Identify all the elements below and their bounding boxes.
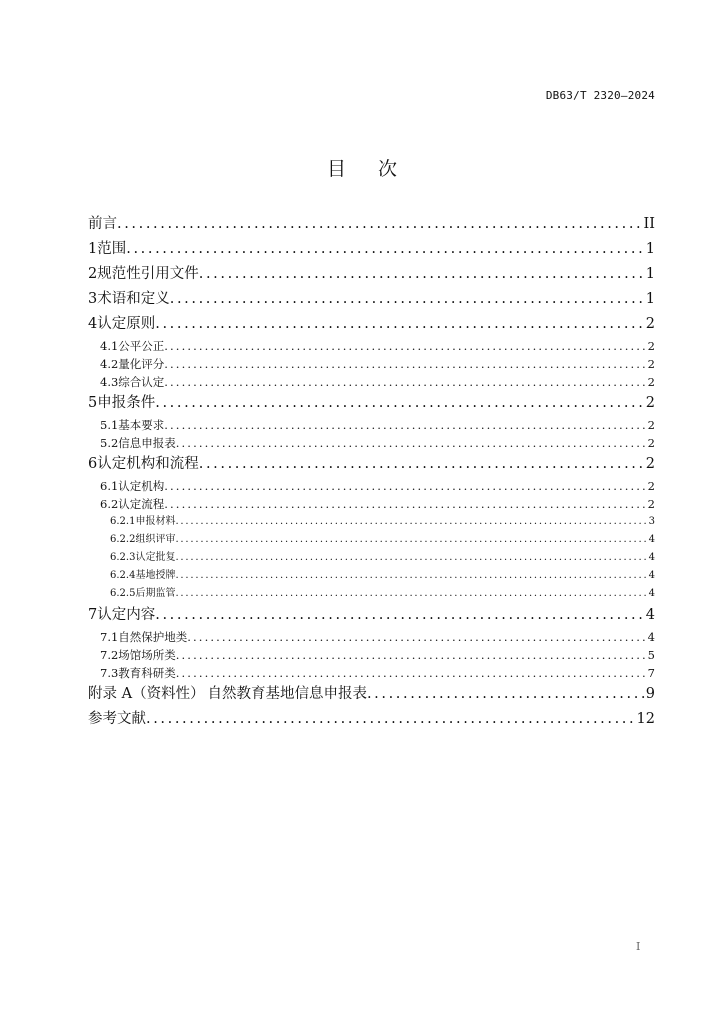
standard-code: DB63/T 2320—2024 xyxy=(545,89,655,102)
toc-entry-5-1[interactable] xyxy=(88,416,655,434)
toc-entry-6[interactable] xyxy=(88,452,655,477)
toc-entry-label: 认定批复 xyxy=(135,552,176,563)
toc-entry-page: 2 xyxy=(647,479,655,493)
dot-leader xyxy=(176,434,648,452)
toc-entry-number: 7.3 xyxy=(100,666,119,680)
toc-entry-label: 认定机构和流程 xyxy=(97,456,199,472)
toc-entry-number: 5.2 xyxy=(100,436,119,450)
toc-entry-page: 2 xyxy=(647,339,655,353)
table-of-contents xyxy=(88,212,655,732)
toc-entry-page: 4 xyxy=(648,552,655,563)
dot-leader xyxy=(164,477,647,495)
dot-leader xyxy=(155,603,646,628)
toc-entry-label: 前言 xyxy=(88,216,117,232)
toc-entry-number: 7.1 xyxy=(100,630,119,644)
toc-entry-page: 4 xyxy=(648,588,655,599)
toc-entry-7-1[interactable] xyxy=(88,628,655,646)
toc-entry-number: 6.2 xyxy=(100,497,119,511)
dot-leader xyxy=(199,262,646,287)
dot-leader xyxy=(176,664,648,682)
toc-entry-page: 2 xyxy=(645,456,655,472)
page-number: I xyxy=(636,940,641,953)
toc-entry-page: 1 xyxy=(645,266,655,282)
toc-entry-number: 6.1 xyxy=(100,479,119,493)
toc-entry-label: 自然保护地类 xyxy=(118,630,188,644)
toc-entry-label: 后期监管 xyxy=(135,588,176,599)
toc-entry-page: 1 xyxy=(645,291,655,307)
toc-entry-page: 2 xyxy=(647,375,655,389)
toc-entry-number: 6.2.4 xyxy=(110,570,136,581)
toc-entry-page: 4 xyxy=(645,607,655,623)
toc-entry-number: 2 xyxy=(88,266,98,282)
toc-entry-6-2-1[interactable] xyxy=(88,513,655,531)
toc-entry-label: 教育科研类 xyxy=(118,666,176,680)
dot-leader xyxy=(126,237,646,262)
dot-leader xyxy=(164,355,647,373)
toc-entry-6-2-5[interactable] xyxy=(88,585,655,603)
toc-entry-6-2[interactable] xyxy=(88,495,655,513)
dot-leader xyxy=(155,312,646,337)
toc-entry-page: 3 xyxy=(648,516,655,527)
toc-entry-page: 1 xyxy=(645,241,655,257)
toc-entry-6-2-2[interactable] xyxy=(88,531,655,549)
dot-leader xyxy=(164,373,647,391)
toc-entry-number: 6 xyxy=(88,456,98,472)
toc-entry-6-2-3[interactable] xyxy=(88,549,655,567)
toc-entry-number: 6.2.2 xyxy=(110,534,136,545)
toc-entry-page: 2 xyxy=(645,395,655,411)
toc-entry-label: 基地授牌 xyxy=(135,570,176,581)
toc-entry-label: 规范性引用文件 xyxy=(97,266,199,282)
dot-leader xyxy=(175,531,648,549)
toc-entry-label: 术语和定义 xyxy=(97,291,170,307)
toc-entry-label: 信息申报表 xyxy=(118,436,176,450)
toc-entry-number: 1 xyxy=(88,241,98,257)
toc-entry-number: 5 xyxy=(88,395,98,411)
dot-leader xyxy=(175,567,648,585)
toc-entry-label: 认定机构 xyxy=(118,479,165,493)
toc-heading xyxy=(0,154,724,181)
toc-heading-char-2: 次 xyxy=(378,158,398,180)
dot-leader xyxy=(367,682,646,707)
dot-leader xyxy=(164,495,647,513)
dot-leader xyxy=(164,337,647,355)
dot-leader xyxy=(146,707,637,732)
toc-entry-label: 量化评分 xyxy=(118,357,165,371)
toc-entry-7[interactable] xyxy=(88,603,655,628)
toc-entry-label: 认定流程 xyxy=(118,497,165,511)
toc-entry-page: 4 xyxy=(648,570,655,581)
toc-entry-references[interactable] xyxy=(88,707,655,732)
toc-entry-label: 申报材料 xyxy=(135,516,176,527)
toc-entry-4[interactable] xyxy=(88,312,655,337)
toc-entry-label: 综合认定 xyxy=(118,375,165,389)
toc-entry-number: 6.2.5 xyxy=(110,588,136,599)
toc-entry-5[interactable] xyxy=(88,391,655,416)
toc-entry-label: 参考文献 xyxy=(88,711,146,727)
toc-entry-6-2-4[interactable] xyxy=(88,567,655,585)
toc-entry-number: 3 xyxy=(88,291,98,307)
dot-leader xyxy=(155,391,646,416)
toc-entry-3[interactable] xyxy=(88,287,655,312)
toc-entry-label: 基本要求 xyxy=(118,418,165,432)
dot-leader xyxy=(199,452,646,477)
toc-entry-page: 2 xyxy=(647,357,655,371)
toc-entry-label: 公平公正 xyxy=(118,339,165,353)
toc-entry-number: 5.1 xyxy=(100,418,119,432)
toc-entry-number: 4 xyxy=(88,316,98,332)
toc-entry-2[interactable] xyxy=(88,262,655,287)
dot-leader xyxy=(175,549,648,567)
toc-entry-number: 4.3 xyxy=(100,375,119,389)
toc-entry-1[interactable] xyxy=(88,237,655,262)
toc-entry-label: 场馆场所类 xyxy=(118,648,176,662)
toc-entry-label: 组织评审 xyxy=(135,534,176,545)
toc-entry-4-3[interactable] xyxy=(88,373,655,391)
toc-entry-page: 2 xyxy=(647,418,655,432)
toc-entry-page: 2 xyxy=(647,436,655,450)
toc-entry-number: 4.2 xyxy=(100,357,119,371)
toc-entry-5-2[interactable] xyxy=(88,434,655,452)
dot-leader xyxy=(175,585,648,603)
dot-leader xyxy=(176,646,648,664)
toc-entry-label: 申报条件 xyxy=(97,395,156,411)
dot-leader xyxy=(187,628,647,646)
toc-entry-page: 9 xyxy=(645,686,655,702)
dot-leader xyxy=(170,287,646,312)
toc-entry-page: 7 xyxy=(647,666,655,680)
dot-leader xyxy=(164,416,647,434)
toc-entry-number: 6.2.3 xyxy=(110,552,136,563)
toc-entry-number: 7 xyxy=(88,607,98,623)
toc-entry-label: 自然教育基地信息申报表 xyxy=(207,686,367,702)
toc-entry-4-2[interactable] xyxy=(88,355,655,373)
dot-leader xyxy=(117,212,644,237)
toc-entry-page: 4 xyxy=(647,630,655,644)
toc-entry-label: 认定原则 xyxy=(97,316,156,332)
toc-entry-page: 2 xyxy=(647,497,655,511)
toc-entry-number: 7.2 xyxy=(100,648,119,662)
toc-entry-page: 4 xyxy=(648,534,655,545)
toc-entry-page: 12 xyxy=(636,711,655,727)
toc-heading-char-1: 目 xyxy=(326,158,346,180)
toc-entry-6-1[interactable] xyxy=(88,477,655,495)
toc-entry-foreword[interactable] xyxy=(88,212,655,237)
toc-entry-label: 范围 xyxy=(97,241,127,257)
toc-entry-7-2[interactable] xyxy=(88,646,655,664)
toc-entry-label: 认定内容 xyxy=(97,607,156,623)
toc-entry-4-1[interactable] xyxy=(88,337,655,355)
toc-entry-appendix-a[interactable] xyxy=(88,682,655,707)
toc-entry-page: 5 xyxy=(647,648,655,662)
toc-entry-appendix-prefix: 附录 A（资料性） xyxy=(88,686,205,702)
toc-entry-number: 6.2.1 xyxy=(110,516,136,527)
toc-entry-7-3[interactable] xyxy=(88,664,655,682)
toc-entry-page: II xyxy=(643,216,655,232)
toc-entry-page: 2 xyxy=(645,316,655,332)
dot-leader xyxy=(175,513,648,531)
toc-entry-number: 4.1 xyxy=(100,339,119,353)
